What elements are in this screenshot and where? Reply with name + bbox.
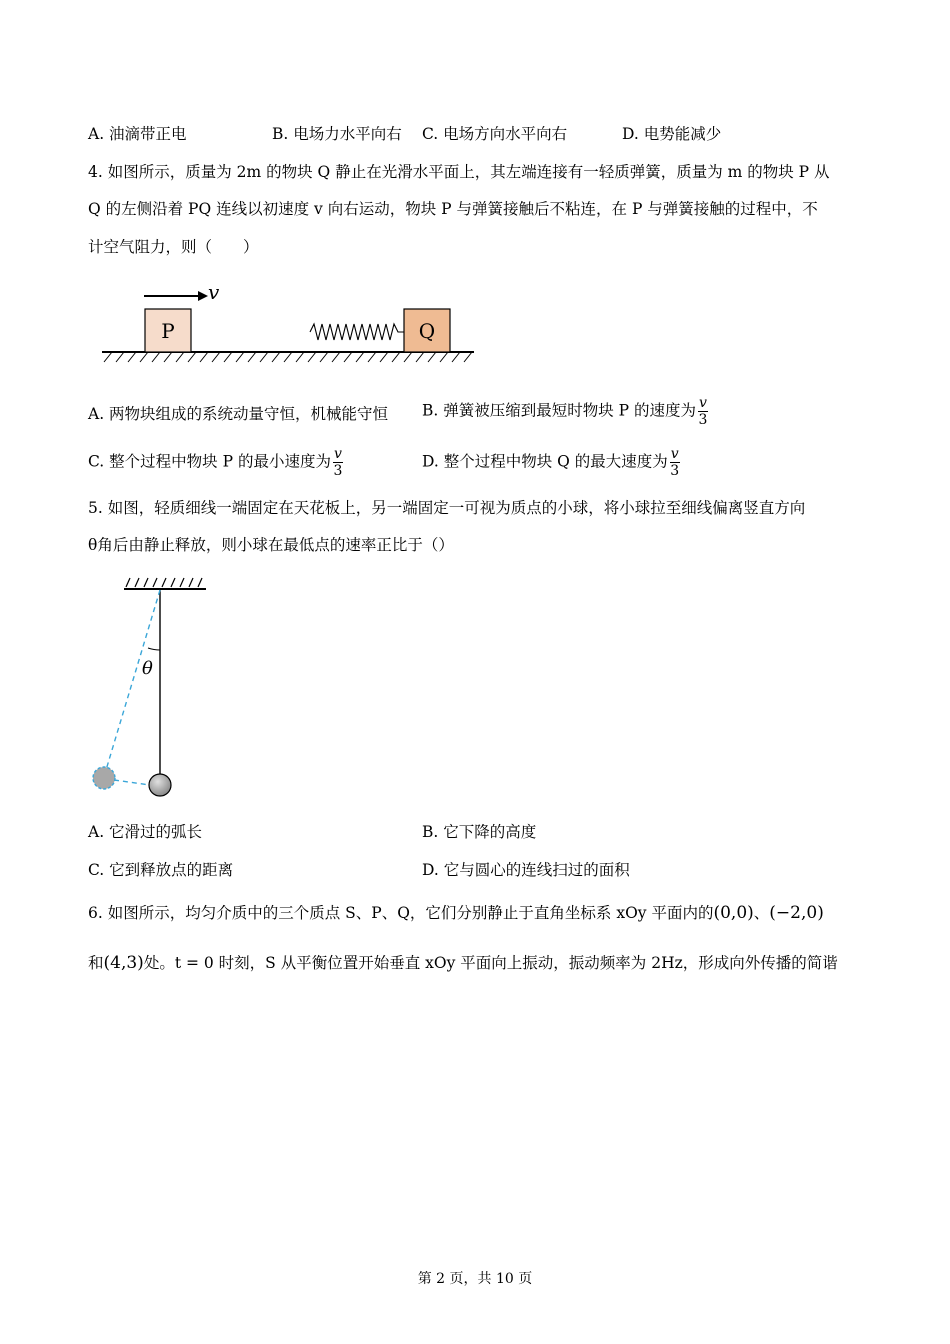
coord-s: (0,0)	[713, 903, 754, 923]
q5-option-b: B. 它下降的高度	[422, 823, 537, 841]
q5-pendulum-figure	[84, 572, 224, 804]
fraction-v-over-3: $\frac{v}{3}$	[333, 446, 343, 479]
q6-stem-line2: 和(4,3)处。t = 0 时刻，S 从平衡位置开始垂直 xOy 平面向上振动，振动频率为 2Hz，形成向外传播的简谐	[88, 953, 838, 973]
ball	[149, 774, 171, 796]
coord-q: (4,3)	[103, 953, 144, 973]
fraction-v-over-3: $\frac{v}{3}$	[670, 446, 680, 479]
q5-option-d: D. 它与圆心的连线扫过的面积	[422, 861, 630, 879]
q5-option-c: C. 它到释放点的距离	[88, 861, 234, 879]
spring	[310, 324, 404, 340]
velocity-label: v	[208, 280, 220, 304]
page-footer: 第 2 页，共 10 页	[417, 1271, 533, 1287]
q4-stem-line3: 计空气阻力，则（ ）	[88, 238, 259, 256]
q3-option-a: A. 油滴带正电	[88, 125, 187, 143]
q3-option-d: D. 电势能减少	[622, 125, 722, 143]
q5-stem-line1: 5. 如图，轻质细线一端固定在天花板上，另一端固定一可视为质点的小球，将小球拉至细线偏离竖直方向	[88, 499, 806, 517]
theta-label: θ	[142, 658, 153, 679]
svg-text:P: P	[161, 319, 175, 343]
q4-option-b: B. 弹簧被压缩到最短时物块 P 的速度为 $\frac{v}{3}$	[422, 395, 708, 428]
q5-stem-line2: θ角后由静止释放，则小球在最低点的速率正比于（）	[88, 536, 454, 554]
fraction-v-over-3: $\frac{v}{3}$	[698, 395, 708, 428]
q4-stem-line2: Q 的左侧沿着 PQ 连线以初速度 v 向右运动，物块 P 与弹簧接触后不粘连，在 P 与弹簧接触的过程中，不	[88, 200, 818, 218]
svg-text:Q: Q	[418, 319, 436, 343]
q6-stem-line1: 6. 如图所示，均匀介质中的三个质点 S、P、Q，它们分别静止于直角坐标系 xOy 平面内的(0,0)、(−2,0)	[88, 903, 824, 923]
displaced-ball	[93, 767, 115, 789]
coord-p: (−2,0)	[769, 903, 824, 923]
q4-spring-block-figure	[98, 280, 478, 364]
q4-stem-line1: 4. 如图所示，质量为 2m 的物块 Q 静止在光滑水平面上，其左端连接有一轻质弹簧，质量为 m 的物块 P 从	[88, 163, 830, 181]
q4-option-a: A. 两物块组成的系统动量守恒，机械能守恒	[88, 405, 389, 423]
q5-option-a: A. 它滑过的弧长	[88, 823, 203, 841]
q4-option-d: D. 整个过程中物块 Q 的最大速度为 $\frac{v}{3}$	[422, 446, 680, 479]
q4-option-c: C. 整个过程中物块 P 的最小速度为 $\frac{v}{3}$	[88, 446, 343, 479]
q3-option-c: C. 电场方向水平向右	[422, 125, 568, 143]
q3-option-b: B. 电场力水平向右	[272, 125, 402, 143]
